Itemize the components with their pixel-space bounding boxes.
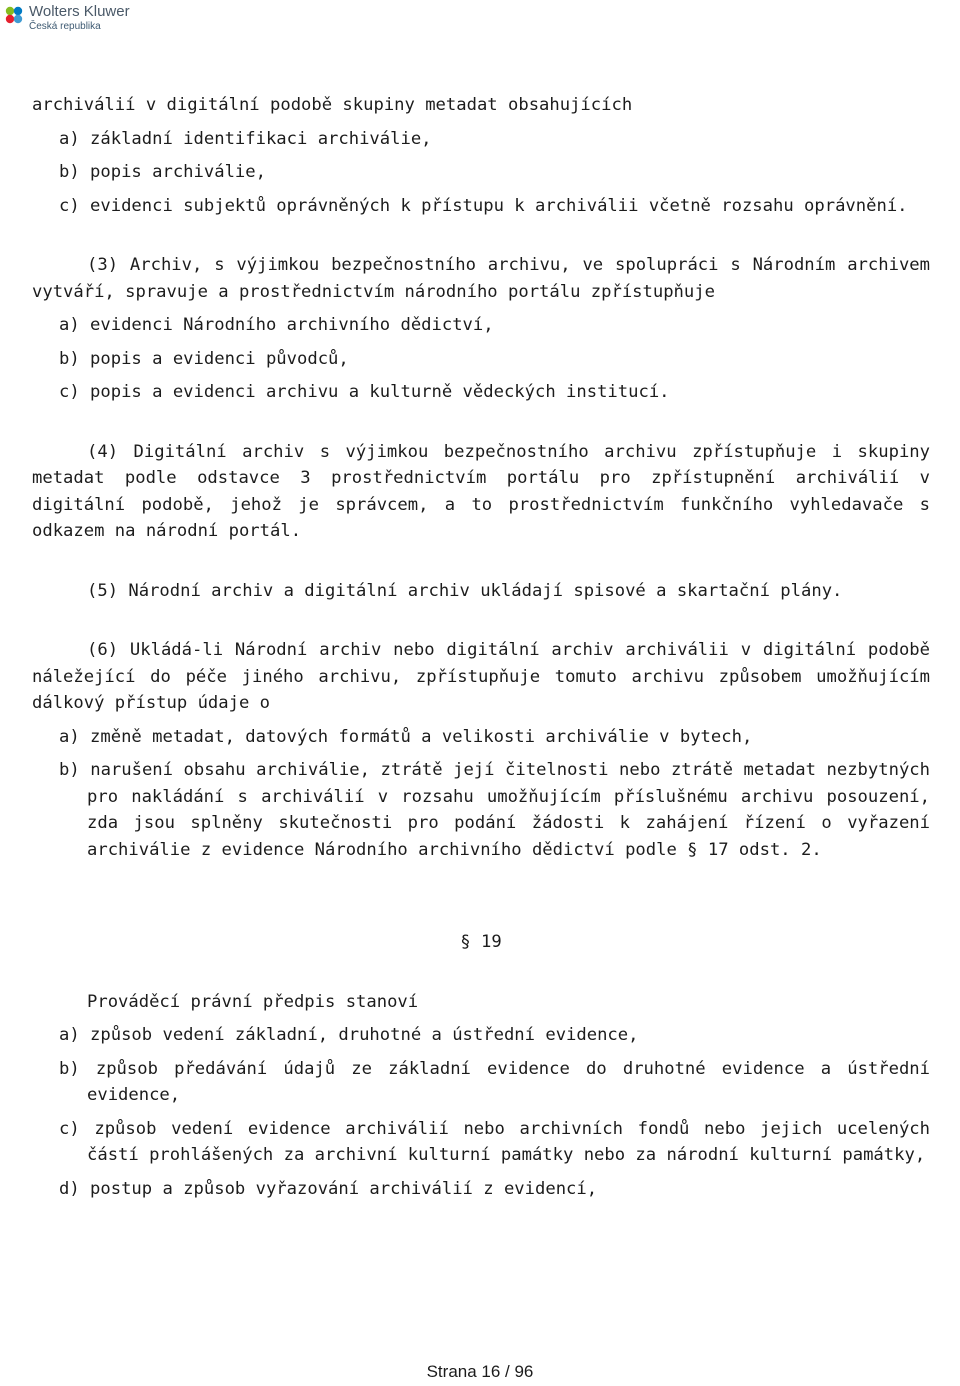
- list-item: a) evidenci Národního archivního dědictví,: [59, 315, 494, 335]
- list-item: b) popis a evidenci původců,: [59, 348, 349, 369]
- list-item: c) popis a evidenci archivu a kulturně vědeckých institucí.: [59, 382, 670, 402]
- brand-logo: [4, 4, 130, 32]
- page-number: Strana 16 / 96: [426, 1362, 534, 1381]
- list-item: a) změně metadat, datových formátů a velikosti archiválie v bytech,: [59, 726, 753, 747]
- paragraph-intro: archiválií v digitální podobě skupiny metadat obsahujících: [32, 95, 633, 115]
- list-item: c) evidenci subjektů oprávněných k přístupu k archiválii včetně rozsahu oprávnění.: [59, 195, 908, 216]
- list-item: a) základní identifikaci archiválie,: [59, 128, 432, 149]
- brand-text: [29, 4, 130, 32]
- brand-country: Česká republika: [29, 21, 101, 32]
- list-item: a) způsob vedení základní, druhotné a ústřední evidence,: [59, 1025, 639, 1045]
- document-body: [32, 92, 930, 1202]
- section-intro: Prováděcí právní předpis stanoví: [87, 991, 419, 1012]
- paragraph-4: (4) Digitální archiv s výjimkou bezpečnostního archivu zpřístupňuje i skupiny metadat podle odstavce 3 prostřednictvím portálu pro zpřístupnění archiválií v digitální podobě, jehož je správcem, a to prostřednictvím funkčního vyhledavače s odkazem na národní portál.: [32, 441, 930, 541]
- paragraph-6: (6) Ukládá-li Národní archiv nebo digitální archiv archiválii v digitální podobě náležející do péče jiného archivu, zpřístupňuje tomuto archivu způsobem umožňujícím dálkový přístup údaje o: [32, 640, 930, 713]
- list-item: c) způsob vedení evidence archiválií nebo archivních fondů nebo jejich ucelených částí prohlášených za archivní kulturní památky nebo za národní kulturní památky,: [59, 1118, 930, 1165]
- list-item: d) postup a způsob vyřazování archiválií z evidencí,: [59, 1178, 598, 1199]
- brand-name: Wolters Kluwer: [29, 3, 130, 20]
- paragraph-3: (3) Archiv, s výjimkou bezpečnostního archivu, ve spolupráci s Národním archivem vytváří, spravuje a prostřednictvím národního portálu zpřístupňuje: [32, 255, 930, 302]
- list-item: b) způsob předávání údajů ze základní evidence do druhotné evidence a ústřední evidence,: [59, 1058, 930, 1105]
- list-item: b) popis archiválie,: [59, 162, 266, 182]
- list-item: b) narušení obsahu archiválie, ztrátě její čitelnosti nebo ztrátě metadat nezbytných pro nakládání s archiválií v rozsahu umožňujícím příslušnému archivu posouzení, zda jsou splněny skutečnosti pro podání žádosti k zahájení řízení o vyřazení archiválie z evidence Národního archivního dědictví podle § 17 odst. 2.: [59, 760, 930, 860]
- wolters-kluwer-logo-icon: [4, 5, 24, 25]
- paragraph-5: (5) Národní archiv a digitální archiv ukládají spisové a skartační plány.: [87, 580, 843, 601]
- section-number: § 19: [460, 932, 502, 952]
